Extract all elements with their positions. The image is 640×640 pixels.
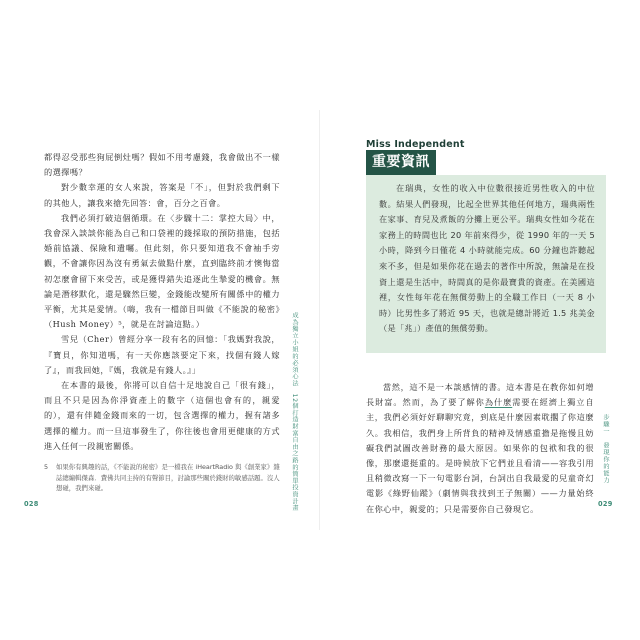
right-body-text [366, 380, 594, 517]
running-header-vertical: 成為獨立小姐的必須心法 12個打造財富自由之路的簡單投資計畫 [291, 312, 298, 512]
paragraph-text: 當然，這不是一本談感情的書。這本書是在教你如何增長財富。然而，為了要了解你 [366, 382, 594, 408]
sidebar-eyebrow: Miss Independent [366, 139, 465, 150]
left-body-text [44, 150, 280, 454]
paragraph: 在本書的最後，你將可以自信十足地說自己「很有錢」，而且不只是因為你淨資產上的數字（這個也會有的，親愛的），還有伴隨金錢而來的一切，包含選擇的權力，握有諸多選擇的權力。而一旦這事發生了，你往後也會用更健康的方式進入任何一段親密關係。 [44, 380, 280, 451]
paragraph [366, 380, 594, 517]
footnote-text: 如果你有興趣的話，《不能說的秘密》是一檔我在 iHeartRadio 與《創業家》雜誌總編輯傑森．費佛共同主持的有聲節目，討論那些關於錢財的敏感話題。沒人想碰，我們來碰。 [56, 463, 280, 492]
page-number: 029 [598, 500, 613, 508]
paragraph-text: 需要在經濟上獨立自主，我們必須好好聊聊究竟，到底是什麼因素耽擱了你這麼久。我相信，我們身上所背負的精神及情感重擔是拖慢且妨礙我們試圖改善財務的最大原因。如果你的包袱和我的很像，那麼還挺重的。是時候放下它們並且看清——容我引用且稍微改寫一下一句電影台詞，台詞出自我最愛的兒童奇幻電影《綠野仙蹤》（劇情與我找到王子無關）——力量始終在你心中，親愛的；只是需要你自己發現它。 [366, 397, 594, 514]
paragraph: 我們必須打破這個循環。在〈步驟十二：掌控大局〉中，我會深入談談你能為自己和口袋裡的錢採取的預防措施，包括婚前協議、保險和遺囑。但此刻，你只要知道我不會袖手旁觀，不會讓你因為沒有勇氣去做點什麼，直到臨終前才懊悔當初怎麼會留下來受苦，或是獲得錯失追逐此生摯愛的機會。無論是潛移默化，還是驟然巨變，金錢能改變所有關係中的權力平衡，尤其是愛情。（嗨，我有一檔節目叫做《不能說的秘密》（Hush Money）⁵，就是在討論這點。） [44, 212, 280, 330]
footnote-number: 5 [44, 463, 49, 471]
sidebar-paragraph: 在瑞典，女性的收入中位數很接近男性收入的中位數。結果人們發現，比起全世界其他任何地方，瑞典兩性在家事、育兒及煮飯的分攤上更公平。瑞典女性如今花在家務上的時間也比 20 年前來得少，從 1990 年的一天 5 小時，降到今日僅花 4 小時就能完成。60 分鐘也許聽起來不多，但是如果你花在過去的著作中所說，無論是在投資上還是生活中，時間真的是你最寶貴的資產。在美國這裡，女性每年花在無償勞動上的全職工作日（一天 8 小時）比男性多了將近 95 天，也就是總計將近 1.5 兆美金（是「兆」）產值的無償勞動。 [379, 183, 595, 334]
sidebar-title: 重要資訊 [366, 150, 436, 175]
running-header-vertical: 步驟一 發現你的能力 [602, 414, 609, 484]
sidebar-text [379, 181, 595, 337]
footnote [44, 462, 280, 494]
paragraph: 都得忍受那些狗屁倒灶嗎？假如不用考慮錢，我會做出不一樣的選擇嗎？ [44, 152, 280, 178]
paragraph: 對少數幸運的女人來說，答案是「不」，但對於我們剩下的其他人，讓我來搶先回答：會，百分之百會。 [44, 182, 280, 208]
page-number: 028 [24, 500, 39, 508]
paragraph: 雪兒（Cher）曾經分享一段有名的回憶：「我媽對我說，『寶貝，你知道嗎，有一天你應該要定下來，找個有錢人嫁了』，而我回她，『媽，我就是有錢人。』」 [44, 334, 280, 375]
underlined-emphasis: 為什麼 [484, 397, 513, 408]
